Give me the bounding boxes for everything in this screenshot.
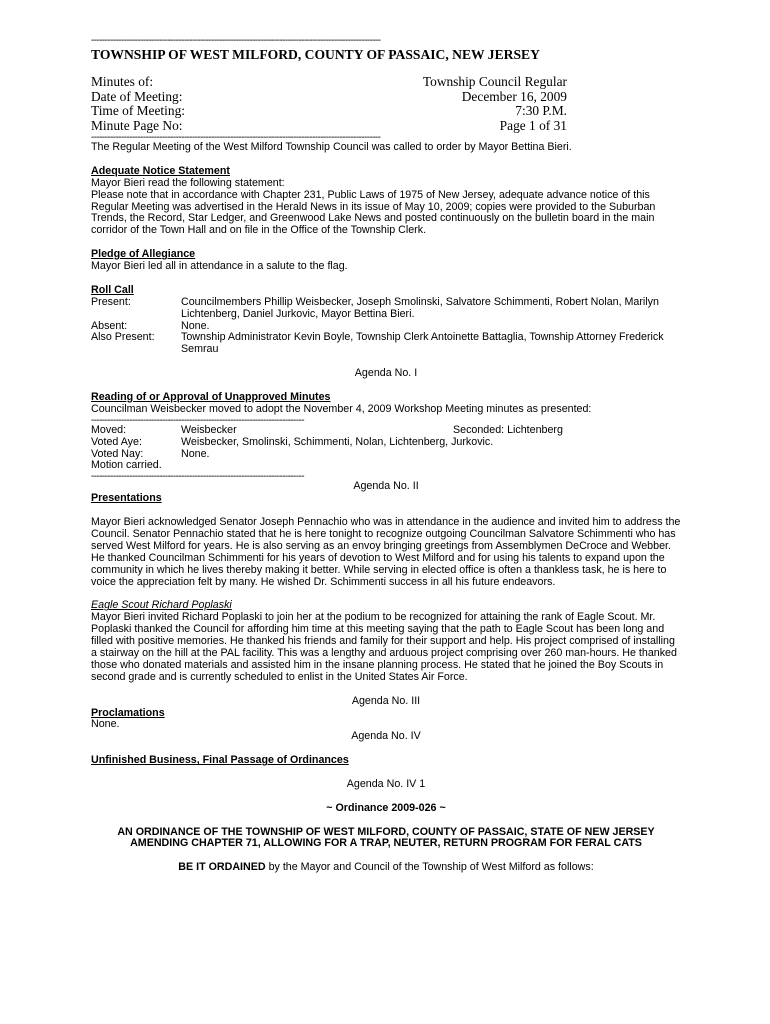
ordained-bold: BE IT ORDAINED [178,861,266,874]
adequate-notice-body: Please note that in accordance with Chapter 231, Public Laws of 1975 of New Jersey, adequate advance notice of this Regular Meeting was advertised in the Herald News in its issue of May 10, 2009; copies were provided to the Suburban Trends, the Record, Star Ledger, and Greenwood Lake News and posted continuously on the bulletin board in the main corridor of the Town Hall and on file in the Office of the Township Clerk. [91,188,656,237]
nay-label: Voted Nay: [91,447,144,460]
roll-call-row [91,332,681,356]
roll-call-label: Present: [91,295,131,308]
eagle-scout-heading: Eagle Scout Richard Poplaski [91,599,232,612]
header-label: Time of Meeting: [91,103,185,118]
header-value: 7:30 P.M. [515,103,567,118]
roll-call-label: Absent: [91,319,128,332]
ordinance-title: AN ORDINANCE OF THE TOWNSHIP OF WEST MILFORD, COUNTY OF PASSAIC, STATE OF NEW JERSEY AMENDING CHAPTER 71, ALLOWING FOR A TRAP, NEUTER, RETURN PROGRAM FOR FERAL CATS [117,825,655,850]
header-value: December 16, 2009 [461,88,567,104]
ordained-statement [91,862,681,874]
nay-value: None. [181,447,210,460]
document-title: TOWNSHIP OF WEST MILFORD, COUNTY OF PASSAIC, NEW JERSEY [91,47,540,62]
minutes-page [91,36,681,874]
meeting-header [91,75,567,133]
nay-row [91,449,681,461]
agenda-label: Agenda No. IV [351,730,421,743]
header-value: Page 1 of 31 [499,117,567,133]
proclamations-body: None. [91,718,120,731]
ordinance-number: ~ Ordinance 2009-026 ~ [326,801,446,814]
roll-call-row [91,297,681,321]
call-to-order: The Regular Meeting of the West Milford Township Council was called to order by Mayor Bettina Bieri. [91,141,572,153]
moved-value: Weisbecker [181,423,237,436]
header-label: Minute Page No: [91,117,183,133]
agenda-label: Agenda No. II [353,480,419,493]
aye-value: Weisbecker, Smolinski, Schimmenti, Nolan, Lichtenberg, Jurkovic. [181,435,494,448]
unfinished-business-heading: Unfinished Business, Final Passage of Ordinances [91,754,349,767]
header-label: Minutes of: [91,74,154,89]
eagle-scout-body: Mayor Bieri invited Richard Poplaski to join her at the podium to be recognized for attaining the rank of Eagle Scout. Mr. Poplaski thanked the Council for affording him time at this meeting saying that the path to Eagle Scout has been long and filled with positive memories. He thanked his friends and family for their support and help. His project comprised of installing a stairway on the hill at the PAL facility. This was a lengthy and arduous project comprising over 260 man-hours. He thanked those who donated materials and assisted him in the insane planning process. He stated that he joined the Boy Scouts in second grade and is currently scheduled to enlist in the United States Air Force. [91,611,677,683]
roll-call-value: Township Administrator Kevin Boyle, Township Clerk Antoinette Battaglia, Township Attorney Frederick Semrau [181,331,664,356]
ordained-rest: by the Mayor and Council of the Township of West Milford as follows: [265,861,594,874]
roll-call-value: Councilmembers Phillip Weisbecker, Joseph Smolinski, Salvatore Schimmenti, Robert Nolan, Marilyn Lichtenberg, Daniel Jurkovic, Mayor Bettina Bieri. [181,295,659,320]
pledge-body: Mayor Bieri led all in attendance in a salute to the flag. [91,260,348,273]
header-label: Date of Meeting: [91,88,183,104]
motion-carried: Motion carried. [91,459,162,472]
agenda-label: Agenda No. III [351,694,421,707]
roll-call-heading: Roll Call [91,283,134,296]
agenda-label: Agenda No. I [354,367,418,380]
motion-rule: ------------------------------------------------------------------------------ [91,415,304,425]
aye-label: Voted Aye: [91,435,142,448]
adequate-notice-intro: Mayor Bieri read the following statement: [91,176,285,189]
top-rule: ---------------------------------------------------------------------------------------------------------- [91,36,381,45]
seconded-text: Seconded: Lichtenberg [453,423,563,436]
proclamations-heading: Proclamations [91,706,165,719]
aye-row [91,437,681,449]
motion-rule: ------------------------------------------------------------------------------ [91,472,304,482]
moved-label: Moved: [91,423,127,436]
minutes-body: Councilman Weisbecker moved to adopt the November 4, 2009 Workshop Meeting minutes as presented: [91,402,592,415]
presentations-heading: Presentations [91,492,162,505]
agenda-label: Agenda No. IV 1 [346,777,426,790]
header-value: Township Council Regular [422,74,567,89]
roll-call-value: None. [181,319,210,332]
moved-row [91,425,681,437]
presentations-body: Mayor Bieri acknowledged Senator Joseph Pennachio who was in attendance in the audience and invited him to address the Council. Senator Pennachio stated that he is here tonight to recognize outgoing Councilman Salvatore Schimmenti who has served West Milford for years. He is also serving as an envoy bringing greetings from Assemblymen DeCroce and Webber. He thanked Councilman Schimmenti for his years of devotion to West Milford and for using his talents to expand upon the community in which he lives thereby making it better. While serving in elected office is often a thankless task, he is here to voice the appreciation felt by many. He wished Dr. Schimmenti success in all his future endeavors. [91,516,681,588]
adequate-notice-heading: Adequate Notice Statement [91,164,230,177]
roll-call-label: Also Present: [91,331,155,344]
header-rule: ---------------------------------------------------------------------------------------------------------- [91,133,381,142]
pledge-heading: Pledge of Allegiance [91,248,196,261]
minutes-heading: Reading of or Approval of Unapproved Minutes [91,390,331,403]
